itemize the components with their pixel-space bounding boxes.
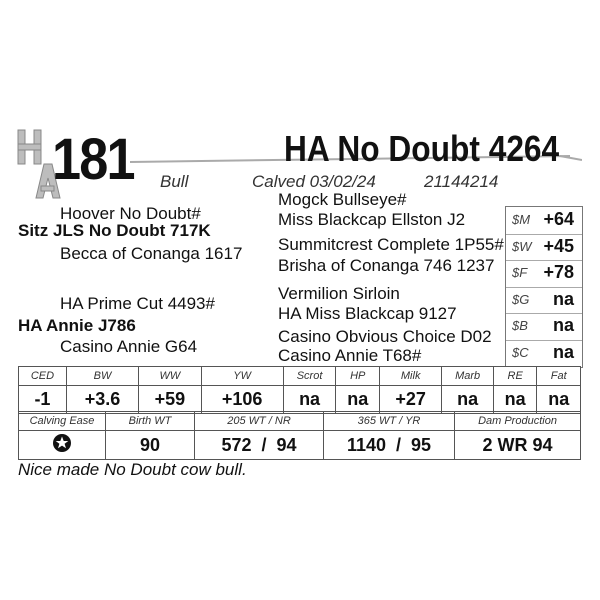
epd-header: WW (139, 367, 201, 386)
animal-name: HA No Doubt 4264 (284, 128, 560, 169)
sire: Sitz JLS No Doubt 717K (18, 221, 211, 240)
wt205-cell: 572 / 94 (195, 431, 324, 460)
epd-header: HP (336, 367, 380, 386)
index-label: $M (512, 212, 531, 227)
sire-sire: Hoover No Doubt# (60, 204, 201, 223)
index-value: +45 (543, 235, 574, 256)
epd-header: Milk (379, 367, 441, 386)
sd-sire: Summitcrest Complete 1P55# (278, 235, 504, 254)
perf-header: Birth WT (106, 412, 195, 431)
epd-table (18, 366, 581, 414)
index-label: $G (512, 291, 530, 307)
perf-header: Calving Ease (19, 412, 106, 431)
wt365-cell: 1140 / 95 (324, 431, 455, 460)
epd-value-row (19, 386, 581, 414)
registration-number: 21144214 (424, 172, 499, 191)
epd-value: na (537, 386, 581, 414)
index-row (506, 234, 582, 262)
perf-header: Dam Production (455, 412, 581, 431)
dd-dam: Casino Annie T68# (278, 346, 422, 365)
perf-header-row (19, 412, 581, 431)
index-label: $F (512, 265, 528, 281)
dd-sire: Casino Obvious Choice D02 (278, 327, 492, 346)
yr-value: 95 (411, 434, 432, 455)
index-row (506, 287, 582, 315)
epd-value: +106 (201, 386, 283, 414)
epd-value: +27 (379, 386, 441, 414)
sex-label: Bull (160, 172, 189, 191)
epd-value: na (442, 386, 494, 414)
index-label: $W (512, 238, 532, 254)
perf-header: 365 WT / YR (324, 412, 455, 431)
sd-dam: Brisha of Conanga 746 1237 (278, 256, 495, 275)
epd-header: CED (19, 367, 67, 386)
epd-value: -1 (19, 386, 67, 414)
index-label: $B (512, 318, 528, 334)
dam-production: 2 WR 94 (455, 431, 581, 460)
sire-dam: Becca of Conanga 1617 (60, 244, 243, 263)
index-value: na (552, 342, 574, 362)
birth-weight: 90 (106, 431, 195, 460)
performance-table (18, 411, 581, 460)
ss-dam: Miss Blackcap Ellston J2 (278, 210, 466, 229)
index-row (506, 207, 582, 235)
epd-header-row (19, 367, 581, 386)
lot-number: 181 (52, 127, 134, 192)
index-value: +64 (543, 209, 574, 229)
index-value: na (552, 288, 574, 309)
index-row (506, 340, 582, 367)
epd-value: na (283, 386, 336, 414)
perf-header: 205 WT / NR (195, 412, 324, 431)
comment: Nice made No Doubt cow bull. (18, 460, 247, 479)
epd-header: Fat (537, 367, 581, 386)
index-label: $C (512, 345, 529, 360)
epd-header: Scrot (283, 367, 336, 386)
ds-dam: HA Miss Blackcap 9127 (278, 304, 457, 323)
epd-value: na (336, 386, 380, 414)
index-value: +78 (543, 262, 574, 283)
dam: HA Annie J786 (18, 316, 136, 335)
epd-header: YW (201, 367, 283, 386)
epd-value: +3.6 (66, 386, 138, 414)
nr-value: 94 (276, 434, 297, 455)
ss-sire: Mogck Bullseye# (278, 190, 407, 209)
epd-header: RE (493, 367, 537, 386)
epd-header: BW (66, 367, 138, 386)
index-row (506, 260, 582, 288)
wt365-value: 1140 (346, 434, 386, 455)
index-value: na (552, 315, 574, 336)
epd-value: na (493, 386, 537, 414)
index-box (505, 206, 583, 368)
dam-sire: HA Prime Cut 4493# (60, 294, 215, 313)
star-circle-icon (52, 433, 72, 453)
calving-ease-cell (19, 431, 106, 460)
index-row (506, 313, 582, 341)
wt205-value: 572 (221, 434, 252, 455)
perf-value-row (19, 431, 581, 460)
ds-sire: Vermilion Sirloin (278, 284, 400, 303)
epd-header: Marb (442, 367, 494, 386)
epd-value: +59 (139, 386, 201, 414)
calved-date: Calved 03/02/24 (252, 172, 376, 191)
dam-dam: Casino Annie G64 (60, 337, 198, 356)
